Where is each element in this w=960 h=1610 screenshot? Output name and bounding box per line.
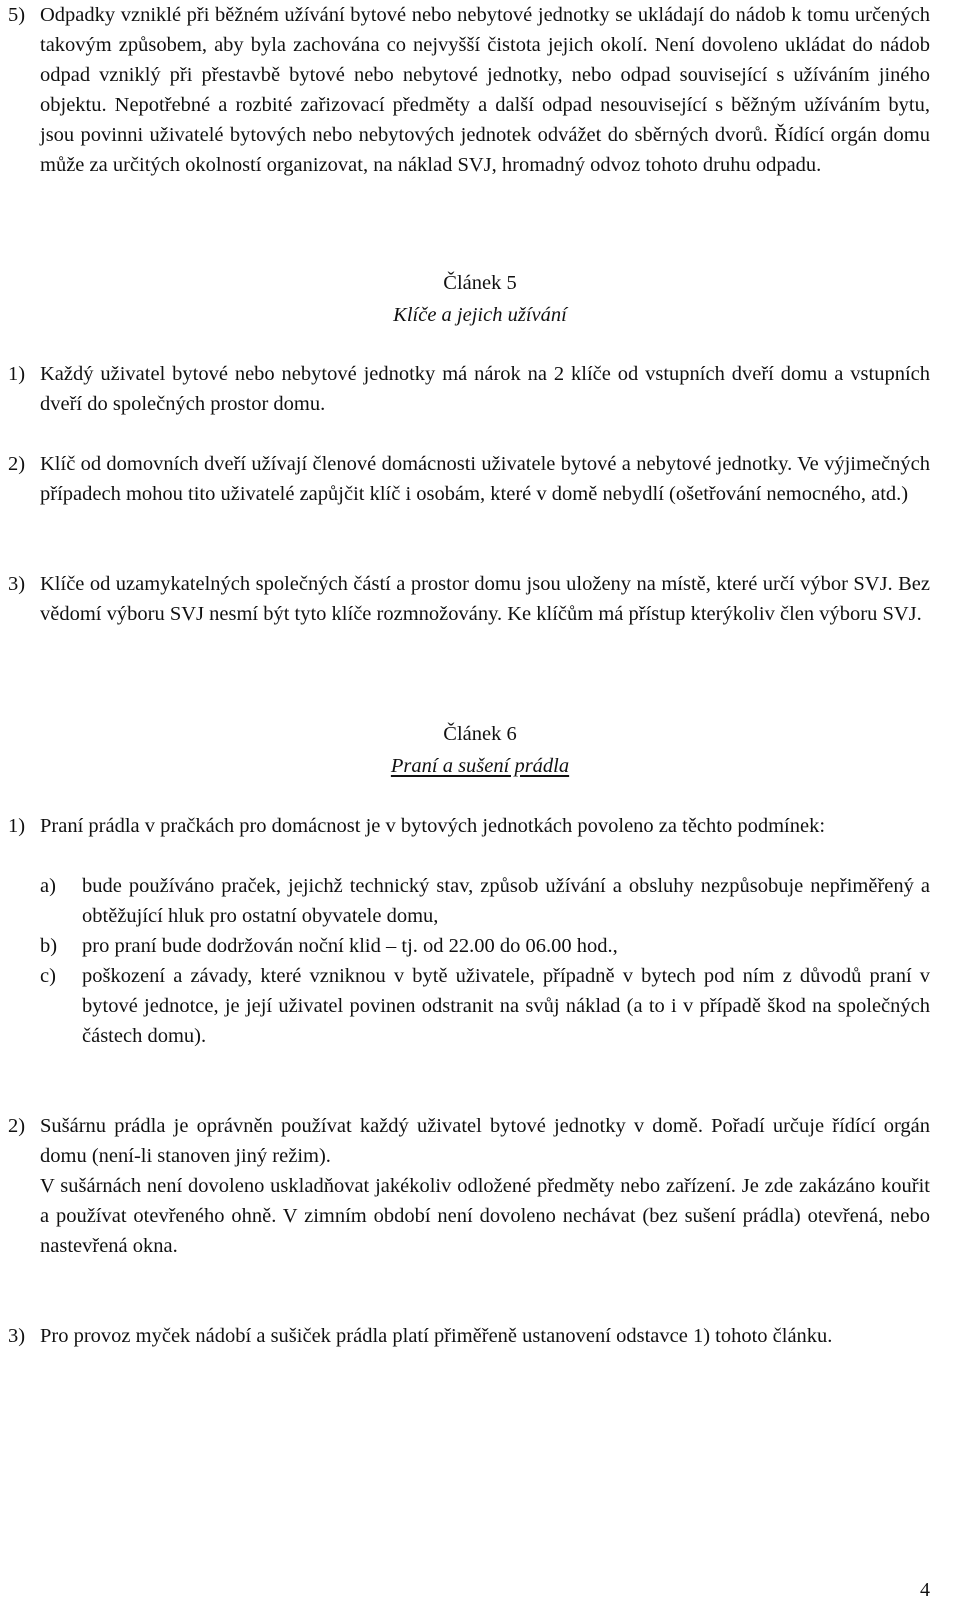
item-intro: Praní prádla v pračkách pro domácnost je v bytových jednotkách povoleno za těchto podmínek:	[40, 815, 826, 837]
article5-item3	[8, 569, 930, 629]
condition-text: poškození a závady, které vzniknou v bytě uživatele, případně v bytech pod ním z důvodů praní v bytové jednotce, je její uživatel povinen odstranit na svůj náklad (a to i v případě škod na společných částech domu).	[82, 965, 930, 1047]
condition-b	[8, 931, 930, 961]
item-text: V sušárnách není dovoleno uskladňovat jakékoliv odložené předměty nebo zařízení. Je zde zakázáno kouřit a používat otevřeného ohně. V zimním období není dovoleno nechávat (bez sušení prádla) otevřená, nebo nastevřená okna.	[40, 1175, 930, 1257]
item-number: 3)	[8, 1325, 26, 1347]
article-subtitle: Klíče a jejich užívání	[393, 304, 567, 326]
item-number: 1)	[8, 363, 26, 385]
article-subtitle: Praní a sušení prádla	[390, 755, 570, 777]
condition-c	[8, 961, 930, 1051]
page-number: 4	[920, 1579, 930, 1601]
item-text: Sušárnu prádla je oprávněn používat každý uživatel bytové jednotky v domě. Pořadí určuje řídící orgán domu (není-li stanoven jiný režim).	[40, 1115, 930, 1167]
item-text: Každý uživatel bytové nebo nebytové jednotky má nárok na 2 klíče od vstupních dveří domu a vstupních dveří do společných prostor domu.	[40, 363, 930, 415]
article5-heading	[0, 268, 960, 332]
item-text-group	[40, 1111, 930, 1261]
article6-item2	[8, 1111, 930, 1261]
item-text: Pro provoz myček nádobí a sušiček prádla platí přiměřeně ustanovení odstavce 1) tohoto článku.	[40, 1325, 833, 1347]
article4-item5	[8, 0, 930, 180]
article5-item2	[8, 449, 930, 509]
article6-item3	[8, 1321, 930, 1351]
item-text: Klíče od uzamykatelných společných částí a prostor domu jsou uloženy na místě, které určí výbor SVJ. Bez vědomí výboru SVJ nesmí být tyto klíče rozmnožovány. Ke klíčům má přístup kterýkoliv člen výboru SVJ.	[40, 573, 930, 625]
item-number: 2)	[8, 453, 26, 475]
article-title: Článek 5	[443, 272, 517, 294]
item-text: Odpadky vzniklé při běžném užívání bytové nebo nebytové jednotky se ukládají do nádob k tomu určených takovým způsobem, aby byla zachována co nejvyšší čistota jejich okolí. Není dovoleno ukládat do nádob odpad vzniklý při přestavbě bytové nebo nebytové jednotky, nebo odpad související s užíváním jiného objektu. Nepotřebné a rozbité zařizovací předměty a další odpad nesouvisející s běžným užíváním bytu, jsou povinni uživatelé bytových nebo nebytových jednotek odvážet do sběrných dvorů. Řídící orgán domu může za určitých okolností organizovat, na náklad SVJ, hromadný odvoz tohoto druhu odpadu.	[40, 4, 930, 176]
item-number: 3)	[8, 573, 26, 595]
item-number: 5)	[8, 4, 26, 26]
condition-letter: b)	[40, 935, 58, 957]
condition-letter: a)	[40, 875, 56, 897]
condition-text: bude používáno praček, jejichž technický stav, způsob užívání a obsluhy nezpůsobuje nepřiměřený a obtěžující hluk pro ostatní obyvatele domu,	[82, 875, 930, 927]
article6-item1	[8, 811, 930, 841]
item-number: 2)	[8, 1115, 26, 1137]
item-text: Klíč od domovních dveří užívají členové domácnosti uživatele bytové a nebytové jednotky. Ve výjimečných případech mohou tito uživatelé zapůjčit klíč i osobám, které v domě nebydlí (ošetřování nemocného, atd.)	[40, 453, 930, 505]
article6-item1-conditions	[8, 871, 930, 1051]
condition-text: pro praní bude dodržován noční klid – tj. od 22.00 do 06.00 hod.,	[82, 935, 618, 957]
condition-letter: c)	[40, 965, 56, 987]
item-number: 1)	[8, 815, 26, 837]
article6-heading	[0, 719, 960, 783]
article5-item1	[8, 359, 930, 419]
article-title: Článek 6	[443, 723, 517, 745]
condition-a	[8, 871, 930, 931]
